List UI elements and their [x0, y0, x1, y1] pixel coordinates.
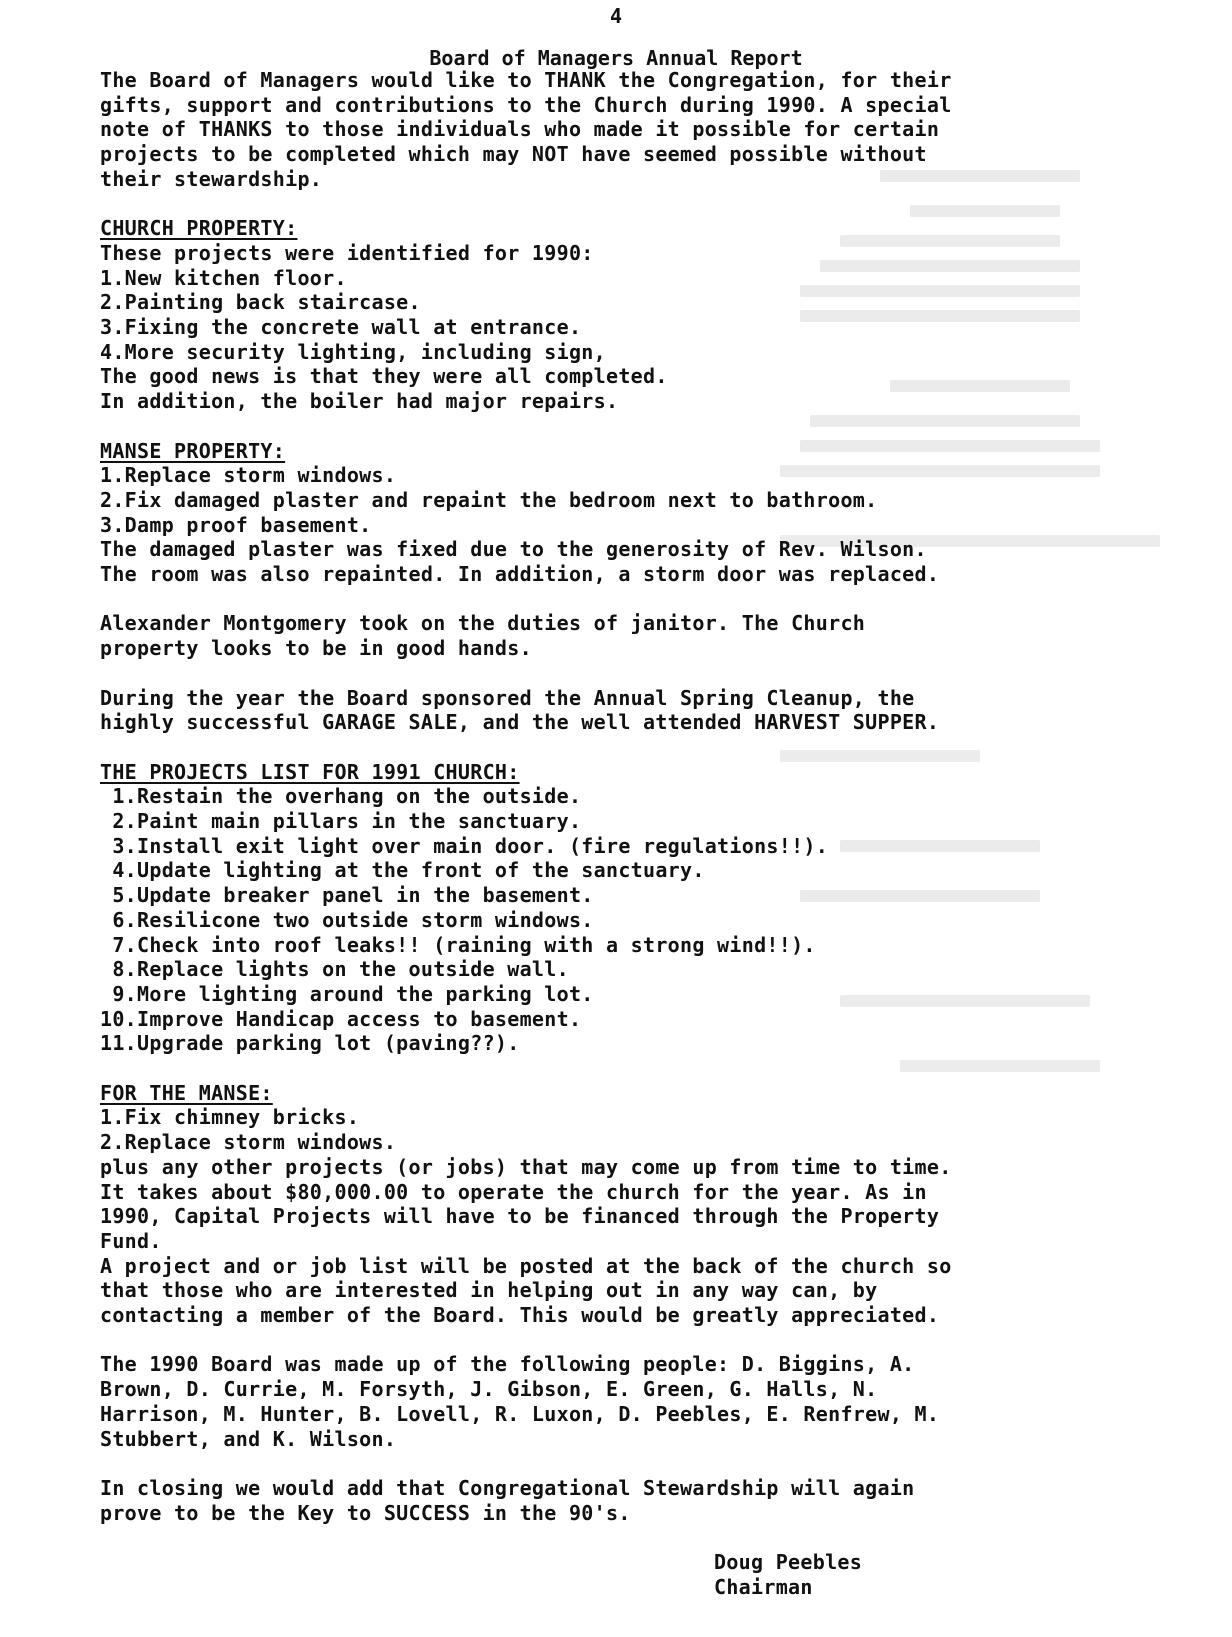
text-line: The 1990 Board was made up of the following people: D. Biggins, A. [100, 1352, 915, 1377]
list-item: 9.More lighting around the parking lot. [100, 981, 594, 1006]
text-line: These projects were identified for 1990: [100, 240, 594, 265]
manse-property-section [100, 439, 1180, 587]
list-item: 10.Improve Handicap access to basement. [100, 1006, 582, 1031]
intro-paragraph [100, 68, 1180, 192]
text-line: gifts, support and contributions to the Church during 1990. A special [100, 92, 952, 117]
text-line: The room was also repainted. In addition, a storm door was replaced. [100, 562, 940, 587]
list-item: 3.Install exit light over main door. (fire regulations!!). [100, 833, 829, 858]
text-line: It takes about $80,000.00 to operate the church for the year. As in [100, 1179, 927, 1204]
events-paragraph [100, 686, 1180, 735]
list-item: 2.Paint main pillars in the sanctuary. [100, 809, 582, 834]
text-line: A project and or job list will be posted at the back of the church so [100, 1253, 952, 1278]
list-item: 4.Update lighting at the front of the sanctuary. [100, 858, 705, 883]
text-line: The good news is that they were all completed. [100, 364, 668, 389]
manse-property-heading: MANSE PROPERTY: [100, 438, 286, 463]
list-item: 2.Fix damaged plaster and repaint the bedroom next to bathroom. [100, 487, 878, 512]
text-line: property looks to be in good hands. [100, 636, 532, 661]
janitor-paragraph [100, 611, 1180, 660]
text-line: Brown, D. Currie, M. Forsyth, J. Gibson, E. Green, G. Halls, N. [100, 1377, 878, 1402]
text-line: The damaged plaster was fixed due to the generosity of Rev. Wilson. [100, 537, 927, 562]
text-line: note of THANKS to those individuals who made it possible for certain [100, 117, 940, 142]
list-item: 1.Restain the overhang on the outside. [100, 784, 582, 809]
list-item: 1.Fix chimney bricks. [100, 1105, 360, 1130]
text-line: projects to be completed which may NOT have seemed possible without [100, 142, 927, 167]
text-line: During the year the Board sponsored the Annual Spring Cleanup, the [100, 685, 915, 710]
text-line: Harrison, M. Hunter, B. Lovell, R. Luxon, D. Peebles, E. Renfrew, M. [100, 1401, 940, 1426]
report-body [100, 68, 1180, 1525]
signer-name: Doug Peebles [714, 1550, 863, 1574]
text-line: In closing we would add that Congregational Stewardship will again [100, 1475, 915, 1500]
text-line: Fund. [100, 1228, 162, 1253]
list-item: 5.Update breaker panel in the basement. [100, 883, 594, 908]
text-line: Alexander Montgomery took on the duties of janitor. The Church [100, 611, 866, 636]
closing-paragraph [100, 1476, 1180, 1525]
report-title: Board of Managers Annual Report [429, 46, 803, 70]
list-item: 1.New kitchen floor. [100, 265, 347, 290]
text-line: prove to be the Key to SUCCESS in the 90's. [100, 1500, 631, 1525]
for-the-manse-section [100, 1081, 1180, 1328]
projects-1991-heading: THE PROJECTS LIST FOR 1991 CHURCH: [100, 759, 520, 784]
text-line: their stewardship. [100, 166, 323, 191]
text-line: that those who are interested in helping out in any way can, by [100, 1278, 878, 1303]
text-line: contacting a member of the Board. This would be greatly appreciated. [100, 1303, 940, 1328]
list-item: 8.Replace lights on the outside wall. [100, 957, 569, 982]
for-the-manse-heading: FOR THE MANSE: [100, 1080, 273, 1105]
text-line: highly successful GARAGE SALE, and the well attended HARVEST SUPPER. [100, 710, 940, 735]
list-item: 2.Replace storm windows. [100, 1130, 397, 1155]
text-line: plus any other projects (or jobs) that may come up from time to time. [100, 1154, 952, 1179]
signature-block [714, 1550, 862, 1599]
text-line: 1990, Capital Projects will have to be financed through the Property [100, 1204, 940, 1229]
list-item: 7.Check into roof leaks!! (raining with a strong wind!!). [100, 932, 816, 957]
text-line: The Board of Managers would like to THANK the Congregation, for their [100, 68, 952, 92]
page-number: 4 [609, 4, 623, 28]
list-item: 11.Upgrade parking lot (paving??). [100, 1031, 520, 1056]
church-property-section [100, 216, 1180, 414]
list-item: 2.Painting back staircase. [100, 290, 421, 315]
projects-1991-section [100, 760, 1180, 1056]
church-property-heading: CHURCH PROPERTY: [100, 216, 298, 241]
list-item: 4.More security lighting, including sign, [100, 339, 606, 364]
list-item: 6.Resilicone two outside storm windows. [100, 907, 594, 932]
board-members-paragraph [100, 1352, 1180, 1451]
text-line: Stubbert, and K. Wilson. [100, 1426, 397, 1451]
list-item: 1.Replace storm windows. [100, 463, 397, 488]
list-item: 3.Damp proof basement. [100, 512, 372, 537]
text-line: In addition, the boiler had major repairs. [100, 389, 619, 414]
signer-role: Chairman [714, 1574, 813, 1599]
list-item: 3.Fixing the concrete wall at entrance. [100, 315, 582, 340]
